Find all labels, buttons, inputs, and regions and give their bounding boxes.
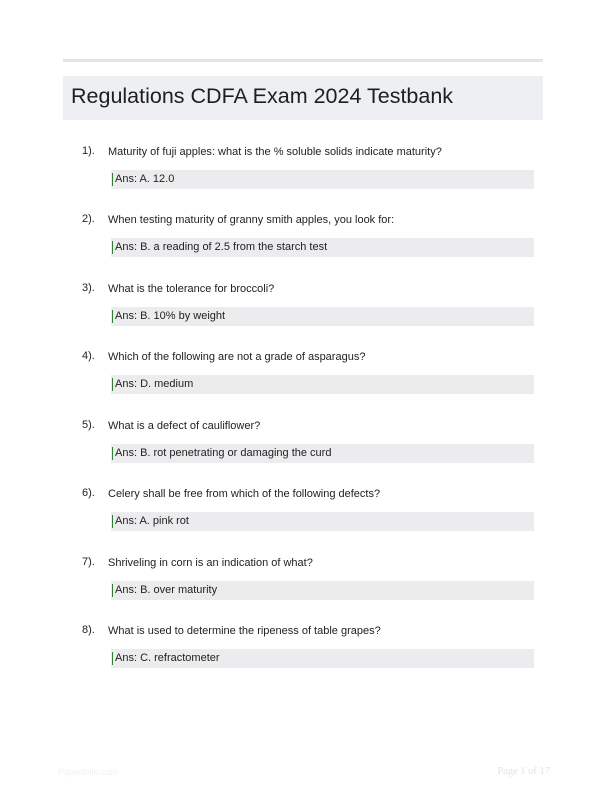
answer-marker bbox=[112, 310, 113, 323]
page-indicator: Page 1 of 17 bbox=[497, 766, 550, 777]
answer-text: Ans: D. medium bbox=[115, 378, 194, 390]
question-text: What is a defect of cauliflower? bbox=[108, 420, 261, 432]
question-number: 3). bbox=[82, 282, 95, 294]
question-text: What is the tolerance for broccoli? bbox=[108, 283, 275, 295]
question-number: 7). bbox=[82, 556, 95, 568]
answer-text: Ans: B. 10% by weight bbox=[115, 310, 226, 322]
answer-marker bbox=[112, 584, 113, 597]
footer-watermark: Paperfolio.com bbox=[58, 767, 119, 777]
question-text: When testing maturity of granny smith apples, you look for: bbox=[108, 214, 395, 226]
answer-text: Ans: A. pink rot bbox=[115, 515, 189, 527]
answer-box bbox=[111, 581, 534, 600]
question-text: Maturity of fuji apples: what is the % soluble solids indicate maturity? bbox=[108, 146, 442, 158]
answer-box bbox=[111, 512, 534, 531]
page-title: Regulations CDFA Exam 2024 Testbank bbox=[71, 84, 454, 108]
question-number: 6). bbox=[82, 487, 95, 499]
question-text: What is used to determine the ripeness of table grapes? bbox=[108, 625, 381, 637]
answer-marker bbox=[112, 515, 113, 528]
question-text: Which of the following are not a grade of asparagus? bbox=[108, 351, 366, 363]
top-divider bbox=[63, 59, 543, 62]
question-text: Shriveling in corn is an indication of what? bbox=[108, 557, 313, 569]
question-number: 4). bbox=[82, 350, 95, 362]
answer-box bbox=[111, 375, 534, 394]
question-item bbox=[0, 350, 606, 410]
answer-marker bbox=[112, 241, 113, 254]
answer-text: Ans: B. a reading of 2.5 from the starch test bbox=[115, 241, 328, 253]
question-item bbox=[0, 213, 606, 273]
question-item bbox=[0, 145, 606, 205]
answer-text: Ans: B. rot penetrating or damaging the curd bbox=[115, 447, 332, 459]
question-item bbox=[0, 282, 606, 342]
answer-box bbox=[111, 170, 534, 189]
answer-marker bbox=[112, 378, 113, 391]
question-number: 1). bbox=[82, 145, 95, 157]
question-number: 8). bbox=[82, 624, 95, 636]
question-number: 2). bbox=[82, 213, 95, 225]
title-bar bbox=[63, 76, 543, 120]
answer-box bbox=[111, 649, 534, 668]
answer-text: Ans: C. refractometer bbox=[115, 652, 220, 664]
question-item bbox=[0, 556, 606, 616]
answer-marker bbox=[112, 652, 113, 665]
answer-marker bbox=[112, 447, 113, 460]
answer-box bbox=[111, 444, 534, 463]
answer-marker bbox=[112, 173, 113, 186]
answer-box bbox=[111, 238, 534, 257]
question-item bbox=[0, 419, 606, 479]
answer-text: Ans: B. over maturity bbox=[115, 584, 218, 596]
answer-box bbox=[111, 307, 534, 326]
question-text: Celery shall be free from which of the following defects? bbox=[108, 488, 381, 500]
question-item bbox=[0, 487, 606, 547]
question-item bbox=[0, 624, 606, 684]
answer-text: Ans: A. 12.0 bbox=[115, 173, 175, 185]
question-number: 5). bbox=[82, 419, 95, 431]
